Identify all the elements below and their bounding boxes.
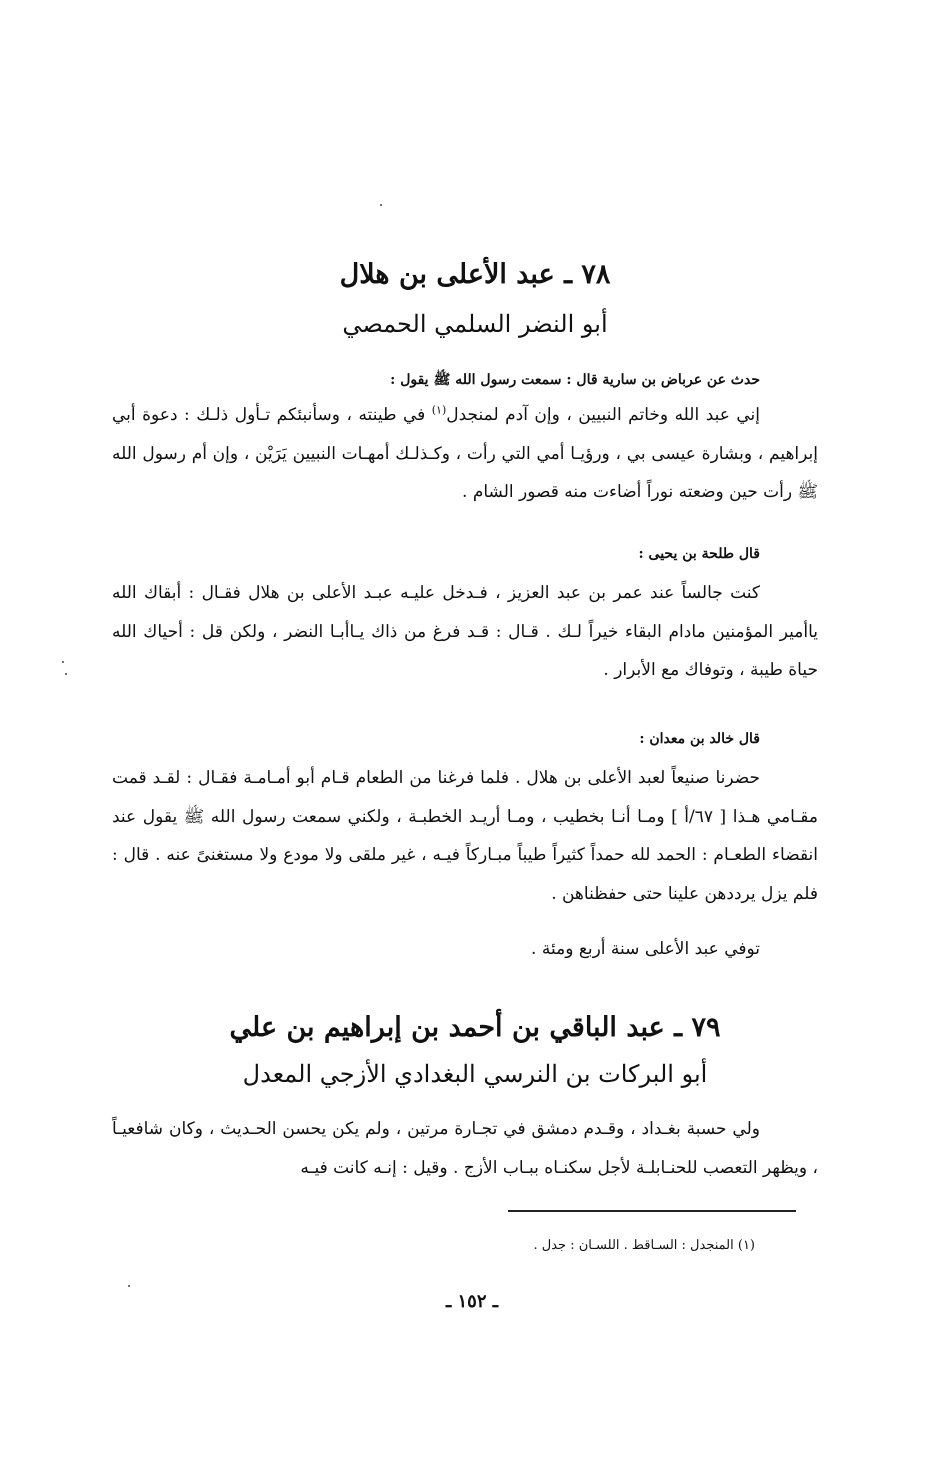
entry-78-intro-1: حدث عن عرباض بن سارية قال : سمعت رسول الله ﷺ يقول : bbox=[390, 372, 760, 388]
page-number: ـ ١٥٢ ـ bbox=[445, 1291, 499, 1312]
entry-78-title: ٧٨ ـ عبد الأعلى بن هلال bbox=[339, 259, 611, 290]
footnote-divider bbox=[508, 1210, 796, 1212]
speck bbox=[128, 1285, 130, 1287]
entry-79-title: ٧٩ ـ عبد الباقي بن أحمد بن إبراهيم بن علي bbox=[229, 1012, 721, 1043]
entry-78-paragraph-3: حضرنا صنيعاً لعبد الأعلى بن هلال . فلما فرغنا من الطعام قـام أبو أمـامـة فقـال : لقـد قمت مقـامي هـذا [ ٦٧/أ ] ومـا أنـا بخطيب ، ومـا أريـد الخطبـة ، ولكني سمعت رسول الله ﷺ يقول عند انقضاء الطعـام : الحمد لله حمداً كثيراً طيباً مبـاركاً فيـه ، غير ملقى ولا مودع ولا مستغنىً عنه . قال : فلم يزل يرددهن علينا حتى حفظناهن . bbox=[112, 768, 818, 904]
paragraph-text: في طينته ، وسأنبئكم تـأول ذلـك : دعوة أبي إبراهيم ، وبشارة عيسى بي ، ورؤيـا أمي التي رأت ، وكـذلـك أمهـات النبيين يَرَيْن ، وإن أم رسول الله ﷺ رأت حين وضعته نوراً أضاءت منه قصور الشام . bbox=[112, 405, 818, 502]
entry-78-subtitle: أبو النضر السلمي الحمصي bbox=[342, 310, 608, 338]
entry-78-intro-3: قال خالد بن معدان : bbox=[639, 731, 760, 747]
entry-79-paragraph-1: ولي حسبة بغـداد ، وقـدم دمشق في تجـارة مرتين ، ولم يكن يحسن الحـديث ، وكان شافعيـاً ، ويظهر التعصب للحنـابلـة لأجل سكنـاه ببـاب الأزج . وقيل : إنـه كانت فيـه bbox=[112, 1119, 818, 1178]
footnote: (١) المنجدل : السـاقط . اللسـان : جدل . bbox=[533, 1238, 755, 1253]
speck bbox=[380, 204, 382, 206]
entry-78-paragraph-2: كنت جالساً عند عمر بن عبد العزيز ، فـدخل عليـه عبـد الأعلى بن هلال فقـال : أبقاك الله ياأمير المؤمنين مادام البقاء خيراً لـك . قـال : قـد فرغ من ذاك يـاأبـا النضر ، ولكن قل : أحياك الله حياة طيبة ، وتوفاك مع الأبرار . bbox=[112, 583, 818, 680]
entry-78-death-note: توفي عبد الأعلى سنة أربع ومئة . bbox=[531, 939, 760, 959]
speck bbox=[65, 673, 67, 675]
paragraph-text: إني عبد الله وخاتم النبيين ، وإن آدم لمنجدل bbox=[446, 405, 760, 425]
speck bbox=[62, 661, 64, 663]
entry-78-intro-2: قال طلحة بن يحيى : bbox=[638, 546, 760, 562]
entry-79-subtitle: أبو البركات بن النرسي البغدادي الأزجي المعدل bbox=[242, 1060, 708, 1088]
footnote-marker: (١) bbox=[431, 403, 447, 417]
entry-78-paragraph-1 bbox=[112, 396, 818, 512]
